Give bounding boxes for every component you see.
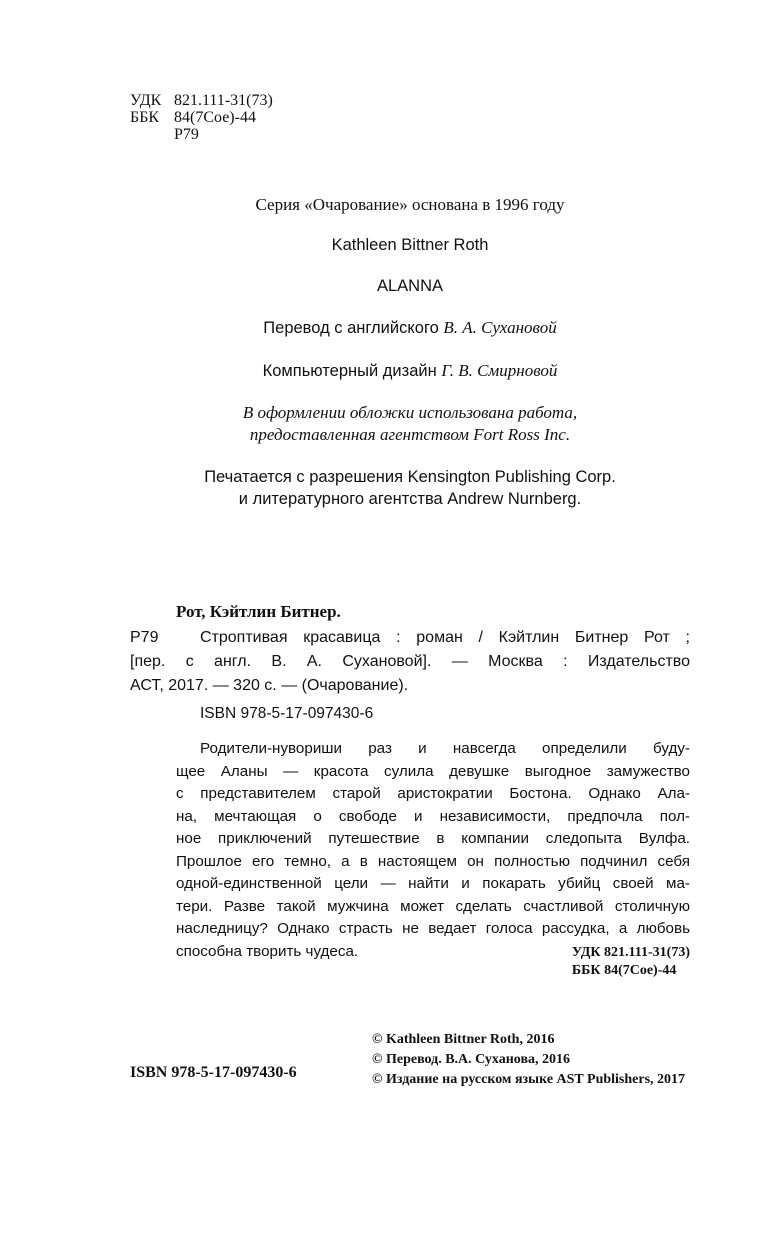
author-code: Р79 xyxy=(174,126,199,143)
permission-line: и литературного агентства Andrew Nurnberg. xyxy=(238,490,582,508)
catalog-line: АСТ, 2017. — 320 с. — (Очарование). xyxy=(130,677,409,694)
permission-note xyxy=(130,466,690,510)
catalog-entry xyxy=(130,626,690,698)
catalog-author-heading: Рот, Кэйтлин Битнер. xyxy=(176,602,341,621)
annotation-line: щее Аланы — красота сулила девушке выгодное замужество xyxy=(176,762,690,780)
cover-note xyxy=(130,402,690,446)
udk-label: УДК xyxy=(130,92,162,109)
udk-value: 821.111-31(73) xyxy=(174,92,273,109)
translation-label: Перевод с английского xyxy=(263,319,439,337)
annotation-line: одной-единственной цели — найти и покарать убийц своей ма- xyxy=(176,875,690,892)
udk-footer: УДК 821.111-31(73) xyxy=(571,945,690,960)
design-credit xyxy=(130,361,690,381)
annotation-line: на, мечтающая о свободе и независимости, предпочла пол- xyxy=(176,807,690,825)
annotation-line: Прошлое его темно, а в настоящем он полностью подчинил себя xyxy=(176,852,690,870)
isbn-main: ISBN 978-5-17-097430-6 xyxy=(130,1064,297,1081)
catalog-line: Строптивая красавица : роман / Кэйтлин Битнер Рот ; xyxy=(200,629,690,646)
translation-credit xyxy=(130,318,690,338)
annotation-line: способна творить чудеса. xyxy=(176,942,359,960)
bbk-footer: ББК 84(7Сое)-44 xyxy=(571,963,677,978)
catalog-isbn: ISBN 978-5-17-097430-6 xyxy=(200,705,374,722)
catalog-line: [пер. с англ. В. А. Сухановой]. — Москва : Издательство xyxy=(130,653,690,670)
bbk-label: ББК xyxy=(130,109,160,126)
annotation-line: ное приключений путешествие в компании следопыта Вулфа. xyxy=(176,830,690,847)
annotation-line: с представителем старой аристократии Бостона. Однако Ала- xyxy=(176,785,690,802)
copyright-line: © Kathleen Bittner Roth, 2016 xyxy=(372,1032,555,1047)
original-title: ALANNA xyxy=(376,277,444,295)
annotation-line: тери. Разве такой мужчина может сделать счастливой столичную xyxy=(176,897,690,915)
annotation-line: Родители-нувориши раз и навсегда определили буду- xyxy=(200,740,690,757)
udk-bbk-footer xyxy=(572,944,690,980)
annotation-line: наследницу? Однако страсть не ведает голоса рассудка, а любовь xyxy=(176,920,690,937)
copyright-line: © Перевод. В.А. Суханова, 2016 xyxy=(372,1052,571,1067)
classification-codes xyxy=(130,92,273,143)
bbk-value: 84(7Сое)-44 xyxy=(174,109,256,126)
designer-name: Г. В. Смирновой xyxy=(441,361,558,380)
annotation xyxy=(176,738,690,963)
copyright-line: © Издание на русском языке AST Publishers, 2017 xyxy=(372,1072,686,1087)
series-line: Серия «Очарование» основана в 1996 году xyxy=(255,195,565,214)
catalog-code: Р79 xyxy=(130,629,159,646)
original-author: Kathleen Bittner Roth xyxy=(331,236,489,254)
design-label: Компьютерный дизайн xyxy=(262,362,437,380)
permission-line: Печатается с разрешения Kensington Publishing Corp. xyxy=(204,468,616,486)
copyright-block xyxy=(372,1030,685,1090)
catalog-description xyxy=(200,626,690,650)
translator-name: В. А. Сухановой xyxy=(443,318,557,337)
cover-note-line: В оформлении обложки использована работа, xyxy=(242,403,578,422)
cover-note-line: предоставленная агентством Fort Ross Inc. xyxy=(249,425,571,444)
